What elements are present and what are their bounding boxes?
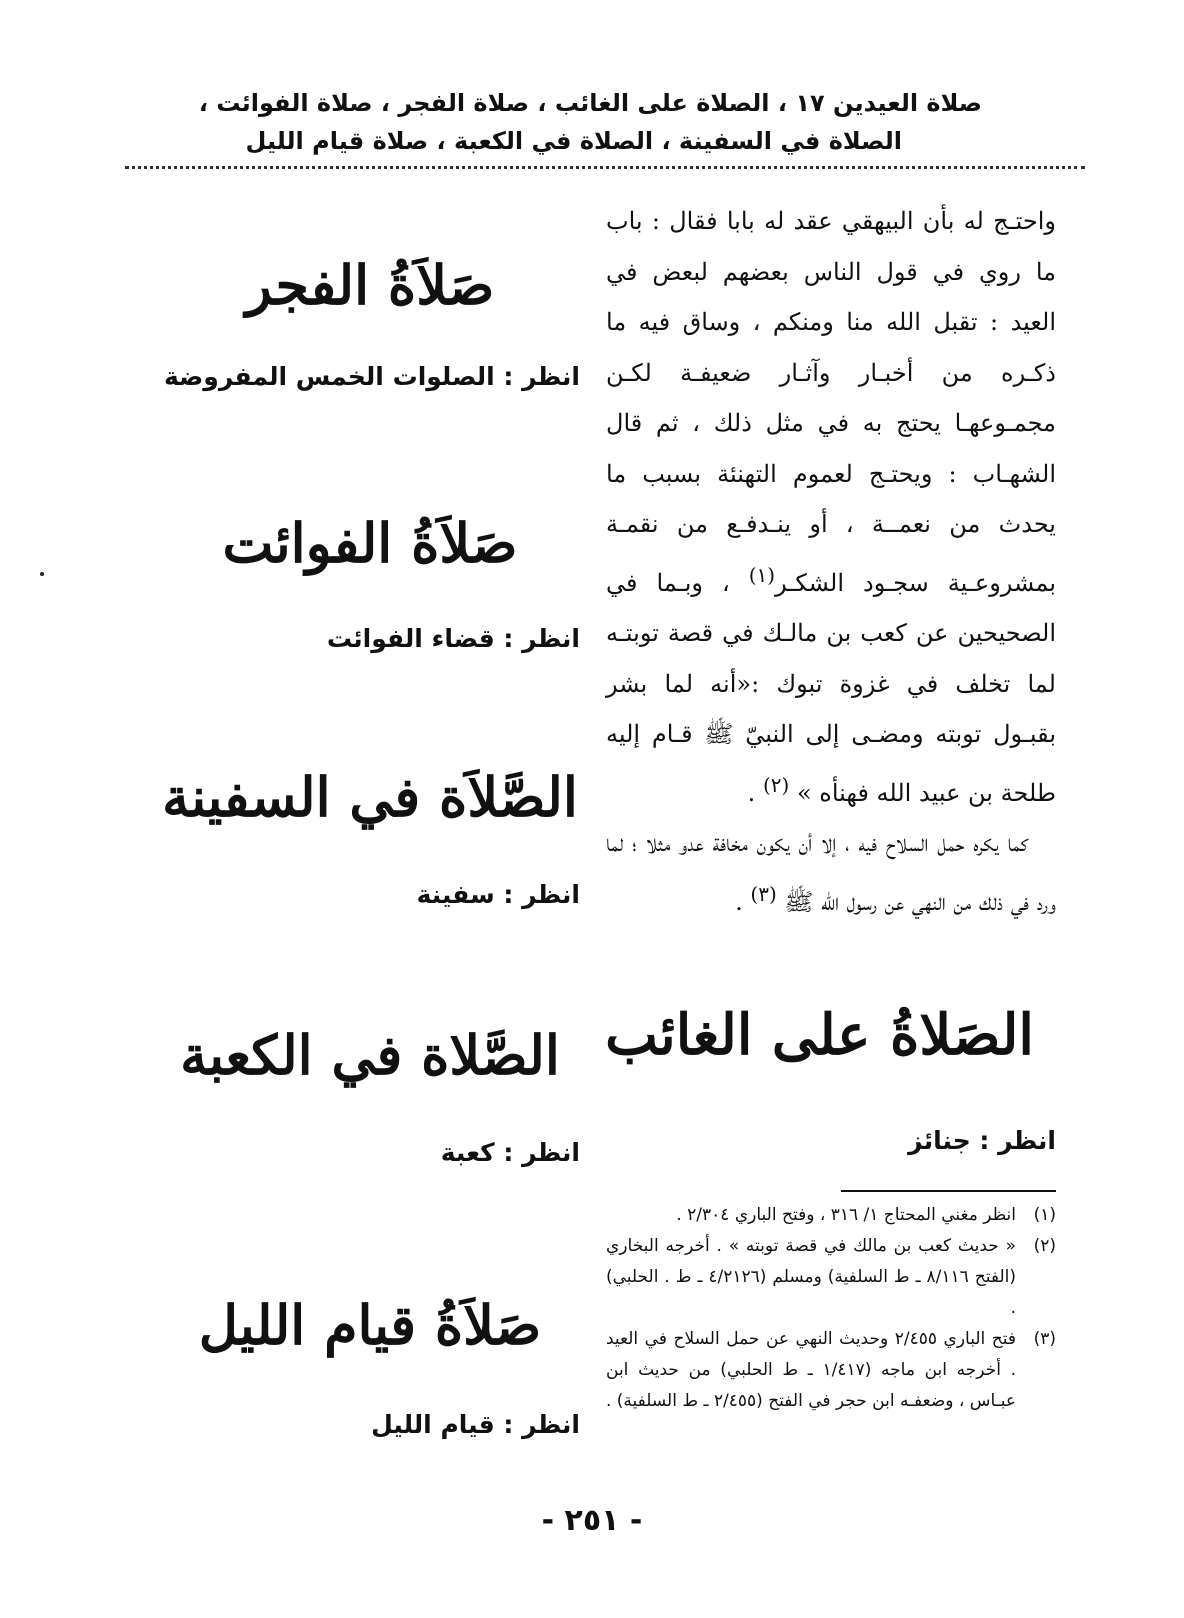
entry-title: صَلاَةُ الفجر (245, 253, 495, 317)
header-line-2: الصلاة في السفينة ، الصلاة في الكعبة ، صلاة قيام الليل (245, 127, 902, 155)
entry-title: الصَّلاَة في السفينة (162, 765, 578, 829)
running-header (140, 84, 1020, 160)
header-dotted-rule (125, 166, 1085, 169)
entry-fajr (160, 250, 580, 391)
entry-title: صَلاَةُ قيام الليل (198, 1293, 542, 1357)
footnote-ref-2: (٢) (762, 772, 790, 797)
entry-layl (160, 1290, 580, 1439)
entry-title: صَلاَةُ الفوائت (222, 511, 518, 575)
entry-fawaet (160, 508, 580, 653)
footnote-2 (606, 1231, 1056, 1324)
footnote-number: (٣) (1033, 1329, 1056, 1349)
entry-safina (160, 762, 580, 909)
see-also-ghaib: انظر : جنائز (908, 1126, 1056, 1155)
entry-title: الصَّلاة في الكعبة (180, 1023, 560, 1087)
entry-see-also: انظر : قضاء الفوائت (326, 624, 580, 653)
footnote-ref-1: (١) (748, 562, 776, 587)
section-title-ghaib: الصَلاةُ على الغائب (605, 1002, 1034, 1068)
footnote-text: انظر مغني المحتاج ١/ ٣١٦ ، وفتح الباري ٢/٣٠٤ . (676, 1205, 1016, 1225)
body-text (606, 196, 1056, 927)
entry-see-also: انظر : كعبة (440, 1138, 580, 1167)
paragraph-1-continued: ، وبـما في الصحيحين عن كعب بن مالـك في قصة توبتـه لما تخلف في غزوة تبوك :«أنه لما بشر بقبـول توبته ومضـى إلى النبيّ ﷺ قـام إليه طلحة بن عبيد الله فهنأه » (606, 568, 1056, 807)
entry-see-also: انظر : قيام الليل (371, 1410, 580, 1439)
scan-speck (40, 572, 44, 576)
footnotes (606, 1200, 1056, 1417)
entry-see-also: انظر : الصلوات الخمس المفروضة (163, 362, 580, 391)
paragraph-1: واحتـج له بأن البيهقي عقد له بابا فقال : باب ما روي في قول الناس بعضهم لبعض في العيد : تقبل الله منا ومنكم ، وساق فيه ما ذكـره من أخبـار وآثـار ضعيفـة لكـن مجمـوعهـا يحتج به في مثل ذلك ، ثم قال الشهـاب : ويحتـج لعموم التهنئة بسبب ما يحدث من نعمــة ، أو ينـدفـع من نقمـة بمشروعـية سجـود الشكـر$^{(١)}$ ، وبـما في الصحيحين عن كعب بن مالـك في قصة توبتـه لما تخلف في غزوة تبوك :«أنه لما بشر بقبـول توبته ومضـى إلى النبيّ ﷺ قـام إليه طلحة بن عبيد الله فهنأه » $^{(٢)}$ . (606, 207, 1057, 807)
footnote-1 (606, 1200, 1056, 1231)
page-number: - ٢٥١ - (541, 1503, 643, 1538)
paragraph-1-text: واحتـج له بأن البيهقي عقد له بابا فقال : باب ما روي في قول الناس بعضهم لبعض في العيد : تقبل الله منا ومنكم ، وساق فيه ما ذكـره من أخبـار وآثـار ضعيفـة لكـن مجمـوعهـا يحتج به في مثل ذلك ، ثم قال الشهـاب : ويحتـج لعموم التهنئة بسبب ما يحدث من نعمــة ، أو ينـدفـع من نقمـة بمشروعـية سجـود الشكـر (606, 207, 1057, 597)
footnote-3 (606, 1324, 1056, 1417)
footnote-text: فتح الباري ٢/٤٥٥ وحديث النهي عن حمل السلاح في العيد . أخرجه ابن ماجه (١/٤١٧ ـ ط الحلبي) من حديث ابن عبـاس ، وضعفـه ابن حجر في الفتح (٢/٤٥٥ ـ ط السلفية) . (605, 1329, 1016, 1411)
entry-see-also: انظر : سفينة (416, 880, 580, 909)
header-line-1: صلاة العيدين ١٧ ، الصلاة على الغائب ، صلاة الفجر ، صلاة الفوائت ، (198, 89, 982, 117)
footnote-number: (١) (1033, 1205, 1056, 1225)
right-column (606, 196, 1056, 927)
footnote-text: « حديث كعب بن مالك في قصة توبته » . أخرجه البخاري (الفتح ٨/١١٦ ـ ط السلفية) ومسلم (٤/٢١٢٦ ـ ط . الحلبي) . (606, 1236, 1016, 1318)
footnote-rule (841, 1190, 1056, 1192)
entry-kaaba (160, 1020, 580, 1167)
paragraph-2-text: كما يكره حمل السلاح فيه ، إلا أن يكون مخافة عدو مثلا ؛ لما ورد في ذلك من النهي عن رسول الله ﷺ (606, 829, 1056, 916)
paragraph-2: كما يكره حمل السلاح فيه ، إلا أن يكون مخافة عدو مثلا ؛ لما ورد في ذلك من النهي عن رسول الله ﷺ $^{(٣)}$ . (606, 829, 1056, 916)
footnote-ref-3: (٣) (750, 881, 777, 906)
footnote-number: (٢) (1033, 1236, 1056, 1256)
